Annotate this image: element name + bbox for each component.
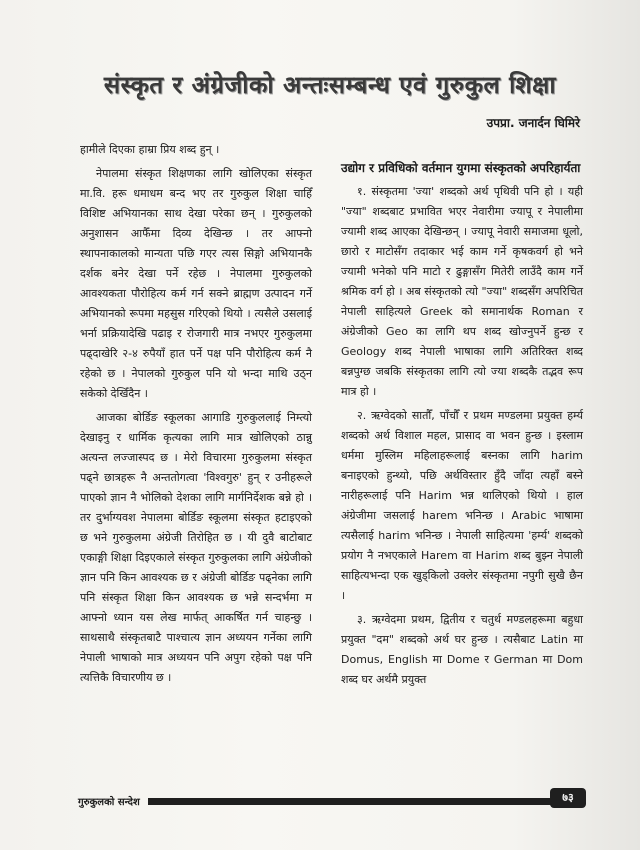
left-paragraph-3: आजका बोर्डिङ स्कूलका आगाडि गुरुकुललाई निम्त्यो देखाइनु र धार्मिक कृत्यका लागि मात्र खोलिएको ठान्नु अत्यन्त लज्जास्पद छ । मेरो विचारमा गुरुकुलमा संस्कृत पढ्ने छात्रहरू नै अन्ततोगत्वा 'विश्वगुरु' हुन् र उनीहरूले पाएको ज्ञान नै भोलिको देशका लागि मार्गनिर्देशक बन्ने हो । तर दुर्भाग्यवश नेपालमा बोर्डिङ स्कूलमा संस्कृत हटाइएको छ भने गुरुकुलमा अंग्रेजी तिरोहित छ । यी दुवै बाटोबाट एकाङ्गी शिक्षा दिइएकाले संस्कृत गुरुकुलका लागि अंग्रेजीको ज्ञान पनि किन आवश्यक छ र अंग्रेजी बोर्डिङ पढ्नेका लागि पनि संस्कृत शिक्षा किन आवश्यक छ भन्ने सन्दर्भमा म आफ्नो ध्यान यस लेख मार्फत् आकर्षित गर्न चाहन्छु । साथसाथै संस्कृतबाटै पाश्चात्य ज्ञान अध्ययन गर्नेका लागि नेपाली भाषाको मात्र अध्ययन पनि अपुग रहेको पक्ष पनि त्यत्तिकै विचारणीय छ । — [80, 411, 312, 684]
section-heading: उद्योग र प्रविधिको वर्तमान युगमा संस्कृतको अपरिहार्यता — [341, 161, 581, 175]
article-title: संस्कृत र अंग्रेजीको अन्तःसम्बन्ध एवं गुरुकुल शिक्षा — [103, 71, 557, 99]
right-paragraph-3: ३. ऋग्वेदमा प्रथम, द्वितीय र चतुर्थ मण्डलहरूमा बहुधा प्रयुक्त "दम" शब्दको अर्थ घर हुन्छ । त्यसैबाट Latin मा Domus, English मा Dome र German मा Dom शब्द घर अर्थमै प्रयुक्त — [341, 613, 583, 686]
left-paragraph-2: नेपालमा संस्कृत शिक्षणका लागि खोलिएका संस्कृत मा.वि. हरू धमाधम बन्द भए तर गुरुकुल शिक्षा चाहिँ विशिष्ट अभियानका साथ देखा परेका छन् । गुरुकुलको अनुशासन आफैँमा दिव्य देखिन्छ । तर आफ्नो स्थापनाकालको मान्यता पछि गएर त्यस सिङ्गो अभियानकै दर्शक बनेर देखा पर्ने रहेछ । नेपालमा गुरुकुलको आवश्यकता पौरोहित्य कर्म गर्न सक्ने ब्राह्मण उत्पादन गर्ने अभियानको रूपमा महसुस गरिएको थियो । त्यसैले उसलाई भर्ना प्रक्रियादेखि पढाइ र रोजगारी मात्र नभएर गुरुकुलमा पढ्दाखेरि २-४ रुपैयाँ हात पर्ने पक्ष पनि पौरोहित्य कर्म नै रहेको छ । नेपालको गुरुकुल पनि यो भन्दा माथि उठ्न सकेको देखिँदैन । — [80, 167, 312, 400]
left-column — [80, 140, 312, 688]
magazine-name: गुरुकुलको सन्देश — [78, 797, 140, 808]
right-column — [341, 158, 583, 690]
left-paragraph-1: हामीले दिएका हाम्रा प्रिय शब्द हुन् । — [80, 143, 220, 156]
page-number: ७३ — [550, 788, 586, 808]
article-author: उपप्रा. जनार्दन घिमिरे — [486, 116, 580, 130]
right-paragraph-1: १. संस्कृतमा 'ज्या' शब्दको अर्थ पृथिवी पनि हो । यही "ज्या" शब्दबाट प्रभावित भएर नेवारीमा ज्यापू र नेपालीमा ज्यामी शब्द आएका देखिन्छन् । ज्यापू नेवारी समाजमा धूलो, छारो र माटोसँग तदाकार भई काम गर्ने कृषकवर्ग हो भने ज्यामी भनेको पनि माटो र ढुङ्गासँग मितेरी लाउँदै काम गर्ने श्रमिक वर्ग हो । अब संस्कृतको त्यो "ज्या" शब्दसँग अपरिचित नेपाली साहित्यले Greek को समानार्थक Roman र अंग्रेजीको Geo का लागि थप शब्द खोज्नुपर्ने हुन्छ र Geology शब्द नेपाली भाषाका लागि अतिरिक्त शब्द बन्नपुग्छ जबकि संस्कृतका लागि त्यो ज्या शब्दकै तद्भव रूप मात्र हो । — [341, 185, 583, 398]
footer-rule — [148, 798, 552, 805]
right-paragraph-2: २. ऋग्वेदको सातौँ, पाँचौँ र प्रथम मण्डलमा प्रयुक्त हर्म्य शब्दको अर्थ विशाल महल, प्रासाद वा भवन हुन्छ । इस्लाम धर्ममा मुस्लिम महिलाहरूलाई बस्नका लागि harim बनाइएको हुन्थ्यो, पछि अर्थविस्तार हुँदै जाँदा त्यहाँ बस्ने नारीहरूलाई पनि Harim भन्न थालिएको थियो । हाल अंग्रेजीमा जसलाई harem भनिन्छ । Arabic भाषामा त्यसैलाई harim भनिन्छ । नेपाली साहित्यमा 'हर्म्य' शब्दको प्रयोग नै नभएकाले Harem वा Harim शब्द बुझ्न नेपाली साहित्यभन्दा एक खुड्किलो उक्लेर संस्कृतमा नपुगी सुखै छैन । — [341, 409, 583, 602]
